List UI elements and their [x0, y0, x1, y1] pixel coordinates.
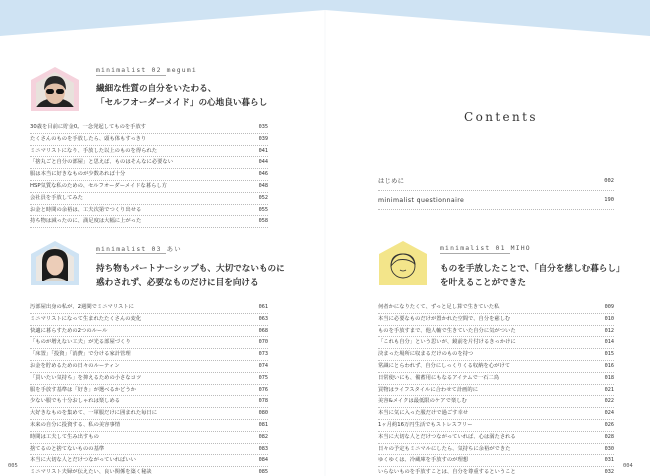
toc-item[interactable]: 「これも自分」という思いが、鏡前を片付けるきっかけに 014: [378, 337, 614, 349]
toc-item[interactable]: 少ない服でも十分おしゃれは楽しめる 078: [30, 396, 268, 408]
toc-item[interactable]: 会社員を手放してみた 052: [30, 193, 268, 205]
toc-item[interactable]: 決まった場所に収まるだけのものを持つ 015: [378, 349, 614, 361]
section-01-label: minimalist 01 MIHO: [440, 244, 531, 252]
toc-item[interactable]: たくさんのものを手放したら、頭も体もすっきり 039: [30, 134, 268, 146]
toc-item[interactable]: 大好きなものを集めて、一軍服だけに囲まれた毎日に 080: [30, 408, 268, 420]
folio-right: 004: [623, 463, 633, 469]
toc-item[interactable]: 日々の予定もミニマルにしたら、気持ちに余裕ができた 030: [378, 444, 614, 456]
toc-item[interactable]: 「捨丸ごと自分の部屋」と思えば、ものはそんなに必要ない 044: [30, 157, 268, 169]
toc-item[interactable]: 服を手放す基準は「好き」が選べるかどうか 076: [30, 385, 268, 397]
toc-item[interactable]: 本当に大切な人とだけつながっていれば、心は満たされる 028: [378, 432, 614, 444]
toc-item[interactable]: 時間は工夫して生み出すもの 082: [30, 432, 268, 444]
section-03-headline: 持ち物もパートナーシップも、大切でないものに 惑わされず、必要なものだけに目を向ける: [96, 264, 285, 288]
section-03-rule: [96, 253, 166, 254]
section-03-label: minimalist 03 あい: [96, 245, 182, 253]
toc-item[interactable]: ミニマリストになって生まれたたくさんの変化 063: [30, 314, 268, 326]
toc-item[interactable]: 常識にとらわれず、自分にしっくりくる収納を心がけて 016: [378, 361, 614, 373]
toc-item[interactable]: 本当に必要なものだけが置かれた空間で、自分を慈しむ 010: [378, 314, 614, 326]
toc-item[interactable]: 本当に気に入った服だけで過ごす幸せ 024: [378, 408, 614, 420]
section-02-headline: 繊細な性質の自分をいたわる、 「セルフオーダーメイド」の心地良い暮らし: [96, 84, 268, 108]
section-01-toc: [378, 302, 614, 476]
section-03-toc: [30, 302, 268, 476]
toc-item[interactable]: HSP気質な私のための、セルフオーダーメイドな暮らし方 048: [30, 181, 268, 193]
toc-item[interactable]: ものを手放すまで、他人軸で生きていた自分に気がついた 012: [378, 326, 614, 338]
toc-item[interactable]: 何者かになりたくて、ずっと足し算で生きていた私 009: [378, 302, 614, 314]
toc-item-intro[interactable]: はじめに 002: [378, 172, 614, 191]
section-01-rule: [440, 253, 510, 254]
toc-item-questionnaire[interactable]: minimalist questionnaire 190: [378, 191, 614, 210]
section-02-toc: [30, 122, 268, 228]
toc-item[interactable]: 未来の自分に投資する、私の美容事情 081: [30, 420, 268, 432]
toc-item[interactable]: 30歳を目前に貯金0。一念発起してものを手放す 035: [30, 122, 268, 134]
section-02-label: minimalist 02 megumi: [96, 66, 197, 74]
toc-item[interactable]: いらないものを手放すことは、自分を尊重するということ 032: [378, 467, 614, 476]
toc-item[interactable]: 「買いたい気持ち」を抑えるための小さなコツ 075: [30, 373, 268, 385]
toc-item[interactable]: 持ち物は減ったのに、満足度は大幅に上がった 058: [30, 216, 268, 228]
folio-left: 005: [8, 463, 18, 469]
toc-item[interactable]: 捨てるのと捨てないものの基準 083: [30, 444, 268, 456]
toc-item[interactable]: ミニマリストになり、手放した以上のものを得られた 041: [30, 146, 268, 158]
toc-item[interactable]: ミニマリスト夫婦が伝えたい、良い関係を築く秘訣 085: [30, 467, 268, 476]
toc-item[interactable]: 服は本当に好きなものが少数あれば十分 046: [30, 169, 268, 181]
toc-item[interactable]: お金を貯めるための日々のルーティン 074: [30, 361, 268, 373]
miho-avatar: [378, 240, 428, 286]
toc-item[interactable]: 本当に大切な人とだけつながっていればいい 084: [30, 455, 268, 467]
toc-item[interactable]: 「床置」「投資」「消費」で分ける家計管理 073: [30, 349, 268, 361]
toc-item[interactable]: 1ヶ月約16万円生活でもストレスフリー 026: [378, 420, 614, 432]
ai-avatar: [30, 240, 80, 286]
toc-item[interactable]: 美容&メイクは最低限のケアで楽しむ 022: [378, 396, 614, 408]
toc-item[interactable]: 日常使いにも、備蓄用にもなるアイテムで一石二鳥 018: [378, 373, 614, 385]
toc-item[interactable]: ゆくゆくは、冷蔵庫を手放すのが理想 031: [378, 455, 614, 467]
toc-item[interactable]: 「ものが増えない工夫」が光る部屋づくり 070: [30, 337, 268, 349]
toc-item[interactable]: 汚部屋出身の私が、2週間でミニマリストに 061: [30, 302, 268, 314]
megumi-avatar: [30, 66, 80, 112]
contents-title: Contents: [464, 110, 538, 124]
contents-intro-list: [378, 172, 614, 210]
toc-item[interactable]: 買物はライフスタイルに合わせて計画的に 021: [378, 385, 614, 397]
toc-item[interactable]: 快適に暮らすための2つのルール 068: [30, 326, 268, 338]
section-01-headline: ものを手放したことで、「自分を慈しむ暮らし」 を叶えることができた: [440, 264, 625, 288]
toc-item[interactable]: お金と時間の余裕は、工夫次第でつくり出せる 055: [30, 205, 268, 217]
section-02-rule: [96, 75, 166, 76]
